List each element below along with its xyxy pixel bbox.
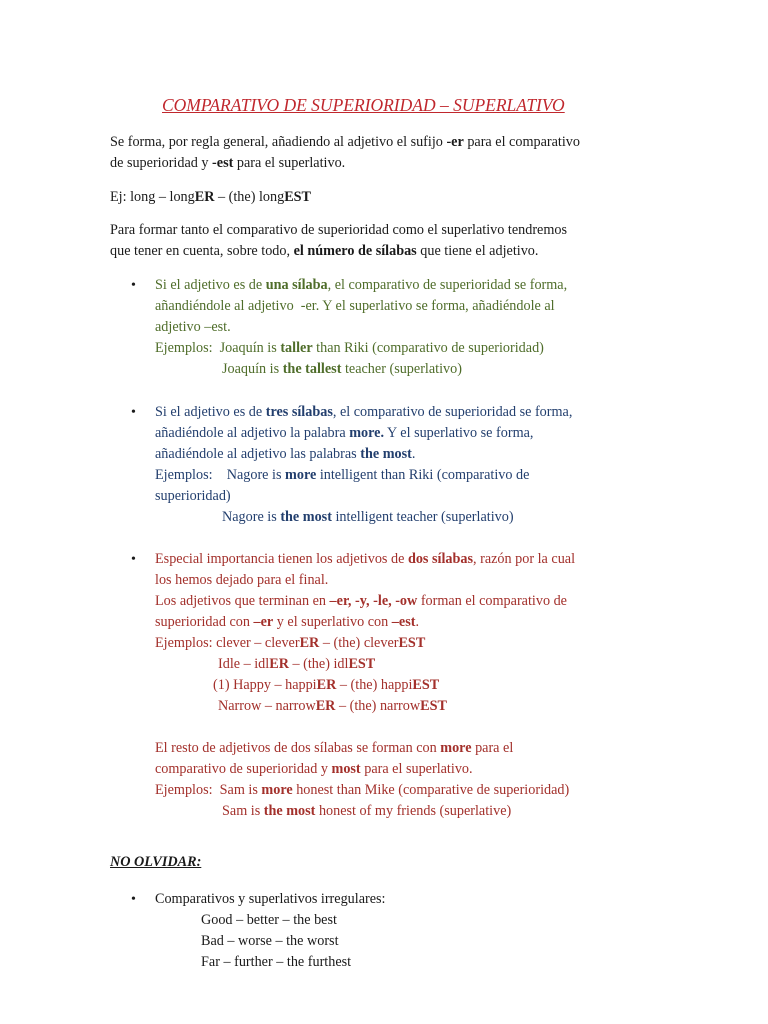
bullet-icon: •: [131, 278, 136, 293]
text: EST: [420, 698, 447, 714]
no-olvidar-heading: NO OLVIDAR:: [110, 854, 202, 870]
text: taller: [280, 340, 313, 356]
bullet-icon: •: [131, 892, 136, 907]
text: Idle – idl: [218, 656, 270, 672]
text: para el superlativo.: [360, 761, 473, 777]
text: ER: [299, 635, 320, 651]
text: – (the) clever: [319, 635, 399, 651]
text: more.: [349, 425, 384, 441]
b3-line-10: [155, 760, 473, 778]
text: dos sílabas: [407, 551, 473, 567]
page-title: COMPARATIVO DE SUPERIORIDAD – SUPERLATIVO: [162, 95, 565, 115]
text: superioridad con: [155, 614, 254, 630]
text: Joaquín is: [222, 361, 283, 377]
text: Ejemplos: Sam is: [155, 782, 262, 798]
text: , el comparativo de superioridad se forma,: [327, 277, 568, 293]
b3-line-7: [213, 676, 439, 694]
text: una sílaba: [265, 277, 328, 293]
text: .: [411, 446, 416, 462]
text: more: [261, 782, 293, 798]
b3-line-1: [155, 550, 575, 568]
text: Ejemplos: clever – clever: [155, 635, 300, 651]
text: EST: [412, 677, 440, 693]
text: the most: [360, 446, 412, 462]
text: Happy – happi: [229, 677, 317, 693]
text: comparativo de superioridad y: [155, 761, 332, 777]
text: el número de sílabas: [293, 243, 417, 259]
text: forman el comparativo de: [417, 593, 567, 609]
b3-line-11: [155, 781, 569, 799]
intro-line-1: [110, 133, 580, 151]
text: Especial importancia tienen los adjetivos de: [155, 551, 408, 567]
text: El resto de adjetivos de dos sílabas se forman con: [155, 740, 441, 756]
text: añadiéndole al adjetivo las palabras: [155, 446, 361, 462]
irregular-row: Bad – worse – the worst: [201, 933, 339, 949]
b1-line-5: [222, 360, 462, 378]
text: Se forma, por regla general, añadiendo al adjetivo el sufijo: [110, 134, 447, 150]
b2-line-2: [155, 424, 533, 442]
intro-line-2: [110, 154, 345, 172]
bullet-icon: •: [131, 405, 136, 420]
text: ER: [194, 189, 215, 205]
b2-line-5: superioridad): [155, 488, 231, 504]
b3-line-5: [155, 634, 425, 652]
text: Ejemplos: Joaquín is: [155, 340, 281, 356]
suffix-est: -est: [212, 155, 234, 171]
text: de superioridad y: [110, 155, 213, 171]
text: honest than Mike (comparative de superioridad): [292, 782, 570, 798]
irregular-row: Good – better – the best: [201, 912, 337, 928]
text: Ej: long – long: [110, 189, 195, 205]
example-line: [110, 188, 311, 206]
text: , razón por la cual: [473, 551, 576, 567]
text: que tiene el adjetivo.: [416, 243, 539, 259]
text: para el superlativo.: [233, 155, 346, 171]
text: para el: [471, 740, 514, 756]
text: – (the) narrow: [335, 698, 421, 714]
irregular-row: Far – further – the furthest: [201, 954, 352, 970]
text: –est: [391, 614, 416, 630]
text: most: [331, 761, 361, 777]
text: .: [415, 614, 419, 630]
text: Sam is: [222, 803, 264, 819]
text: ER: [269, 656, 289, 672]
text: than Riki (comparativo de superioridad): [312, 340, 544, 356]
text: EST: [284, 189, 312, 205]
b3-line-4: [155, 613, 419, 631]
b3-line-9: [155, 739, 513, 757]
b2-line-4: [155, 466, 529, 484]
b1-line-3: adjetivo –est.: [155, 319, 231, 335]
text: tres sílabas: [265, 404, 333, 420]
text: Si el adjetivo es de: [155, 277, 266, 293]
text: Nagore is: [222, 509, 281, 525]
b3-line-12: [222, 802, 511, 820]
text: the: [282, 361, 302, 377]
b3-line-8: [218, 697, 447, 715]
text: y el superlativo con: [273, 614, 392, 630]
text: – (the) long: [214, 189, 285, 205]
text: honest of my friends (superlative): [315, 803, 512, 819]
text: intelligent teacher (superlativo): [331, 509, 514, 525]
para-line-2: [110, 242, 538, 260]
text: añadiéndole al adjetivo la palabra: [155, 425, 350, 441]
b2-line-3: [155, 445, 415, 463]
text: –er: [253, 614, 274, 630]
b1-line-2: añandiéndole al adjetivo -er. Y el superlativo se forma, añadiéndole al: [155, 298, 555, 314]
text: (1): [213, 677, 230, 693]
text: intelligent than Riki (comparativo de: [316, 467, 530, 483]
para-line-1: Para formar tanto el comparativo de superioridad como el superlativo tendremos: [110, 222, 567, 238]
text: EST: [348, 656, 376, 672]
bullet-icon: •: [131, 552, 136, 567]
text: –er, -y, -le, -ow: [329, 593, 418, 609]
text: para el comparativo: [463, 134, 580, 150]
b3-line-2: los hemos dejado para el final.: [155, 572, 329, 588]
text: – (the) idl: [288, 656, 349, 672]
text: EST: [398, 635, 426, 651]
b3-line-3: [155, 592, 567, 610]
b1-line-4: [155, 339, 544, 357]
text: ER: [315, 698, 336, 714]
text: Los adjetivos que terminan en: [155, 593, 330, 609]
text: Narrow – narrow: [218, 698, 316, 714]
text: – (the) happi: [336, 677, 413, 693]
suffix-er: -er: [446, 134, 464, 150]
text: Y el superlativo se forma,: [384, 425, 534, 441]
b2-line-6: [222, 508, 514, 526]
b3-line-6: [218, 655, 375, 673]
text: Si el adjetivo es de: [155, 404, 266, 420]
text: teacher (superlativo): [341, 361, 462, 377]
text: more: [285, 467, 317, 483]
text: que tener en cuenta, sobre todo,: [110, 243, 294, 259]
text: Ejemplos: Nagore is: [155, 467, 286, 483]
text: more: [440, 740, 472, 756]
irregular-heading: Comparativos y superlativos irregulares:: [155, 891, 386, 907]
text: , el comparativo de superioridad se forma,: [332, 404, 573, 420]
text: ER: [316, 677, 337, 693]
text: the most: [263, 803, 316, 819]
text: tallest: [305, 361, 342, 377]
b1-line-1: [155, 276, 567, 294]
b2-line-1: [155, 403, 572, 421]
text: the most: [280, 509, 332, 525]
